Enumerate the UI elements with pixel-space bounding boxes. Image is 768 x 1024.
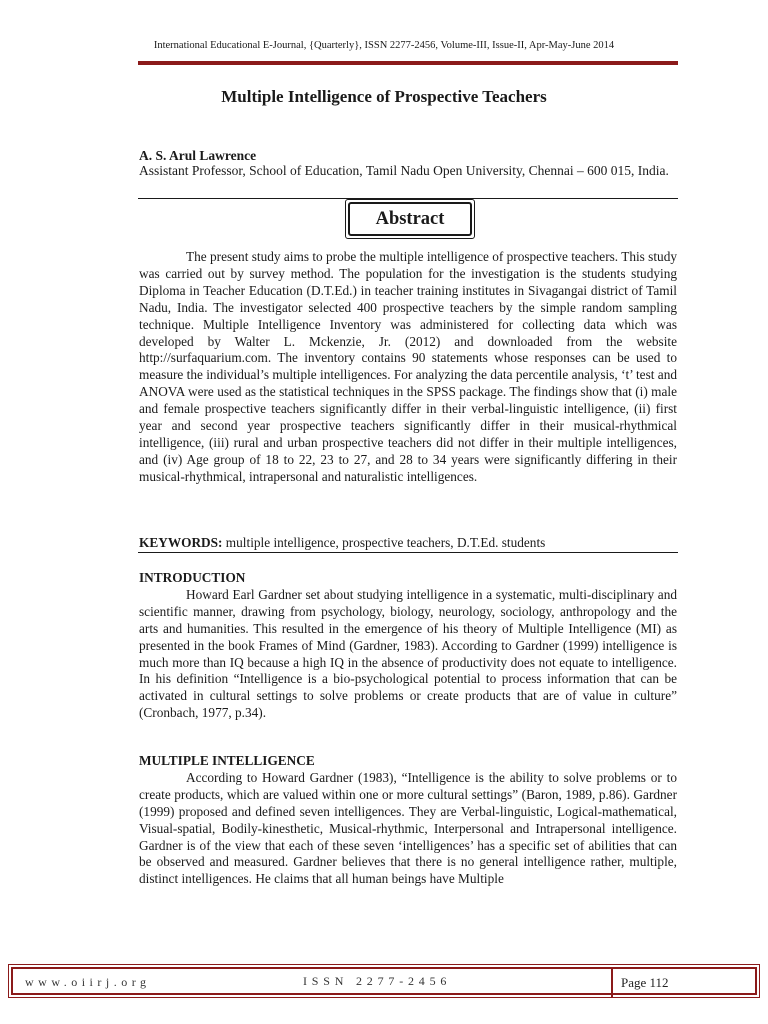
multiple-intelligence-paragraph: According to Howard Gardner (1983), “Intelligence is the ability to solve problems or to create products, which are valued within one or more cultural settings” (Baron, 1989, p.86). Gardner (1999) proposed and defined seven intelligences. They are Verbal-linguistic, Logical-mathematical, Visual-spatial, Bodily-kinesthetic, Musical-rhythmic, Interpersonal and Intrapersonal intelligence. Gardner is of the view that each of these seven ‘intelligences’ has a specific set of abilities that can be observed and measured. Gardner believes that there is no general intelligence rather, multiple, distinct intelligences. He claims that all human beings have Multiple xyxy=(139,769,677,887)
introduction-paragraph: Howard Earl Gardner set about studying intelligence in a systematic, multi-disciplinary and scientific manner, drawing from psychology, biology, neurology, sociology, anthropology and the arts and humanities. This resulted in the emergence of his theory of Multiple Intelligence (MI) as presented in the book Frames of Mind (Gardner, 1983). According to Gardner (1999) intelligence is much more than IQ because a high IQ in the absence of productivity does not equate to intelligence. In his definition “Intelligence is a bio-psychological potential to process information that can be activated in cultural settings to solve problems or create products that are of value in culture” (Cronbach, 1977, p.34). xyxy=(139,586,677,721)
footer-issn: ISSN 2277-2456 xyxy=(303,974,452,988)
keywords-rule xyxy=(138,552,678,553)
journal-header: International Educational E-Journal, {Quarterly}, ISSN 2277-2456, Volume-III, Issue-II, Apr-May-June 2014 xyxy=(153,40,615,51)
keywords-line xyxy=(139,535,679,552)
author-name: A. S. Arul Lawrence xyxy=(139,148,257,163)
footer-page-number: Page 112 xyxy=(611,968,691,998)
abstract-heading-box xyxy=(345,199,475,239)
footer-inner-frame xyxy=(11,967,757,995)
keywords-text: multiple intelligence, prospective teachers, D.T.Ed. students xyxy=(222,535,546,550)
multiple-intelligence-heading: MULTIPLE INTELLIGENCE xyxy=(139,753,315,768)
abstract-body xyxy=(139,249,677,486)
multiple-intelligence-section xyxy=(139,753,677,888)
abstract-heading: Abstract xyxy=(348,202,472,236)
introduction-heading: INTRODUCTION xyxy=(139,570,246,585)
author-affiliation: Assistant Professor, School of Education, Tamil Nadu Open University, Chennai – 600 015, India. xyxy=(139,163,669,178)
keywords-label: KEYWORDS: xyxy=(139,535,223,550)
introduction-section xyxy=(139,570,677,722)
abstract-paragraph: The present study aims to probe the multiple intelligence of prospective teachers. This study was carried out by survey method. The population for the investigation is the students studying Diploma in Teacher Education (D.T.Ed.) in teacher training institutes in Sivagangai district of Tamil Nadu, India. The investigator selected 400 prospective teachers by the simple random sampling technique. Multiple Intelligence Inventory was administered for collecting data which was developed by Walter L. Mckenzie, Jr. (2012) and downloaded from the website http://surfaquarium.com. The inventory contains 90 statements whose responses can be used to measure the individual’s multiple intelligences. For analyzing the data percentile analysis, ‘t’ test and ANOVA were used as the statistical techniques in the SPSS package. The findings show that (i) male and female prospective teachers significantly differ in their verbal-linguistic intelligence, (ii) first year and second year prospective teachers significantly differ in their musical-rhythmical intelligence, (iii) rural and urban prospective teachers did not differ in their multiple intelligences, and (iv) Age group of 18 to 22, 23 to 27, and 28 to 34 years were significantly differing in their musical-rhythmical, intrapersonal and naturalistic intelligences. xyxy=(139,249,677,484)
header-rule xyxy=(138,61,678,65)
footer-website-link[interactable]: www.oiirj.org xyxy=(25,975,151,989)
page-footer xyxy=(8,964,760,998)
article-title: Multiple Intelligence of Prospective Teachers xyxy=(221,87,547,106)
